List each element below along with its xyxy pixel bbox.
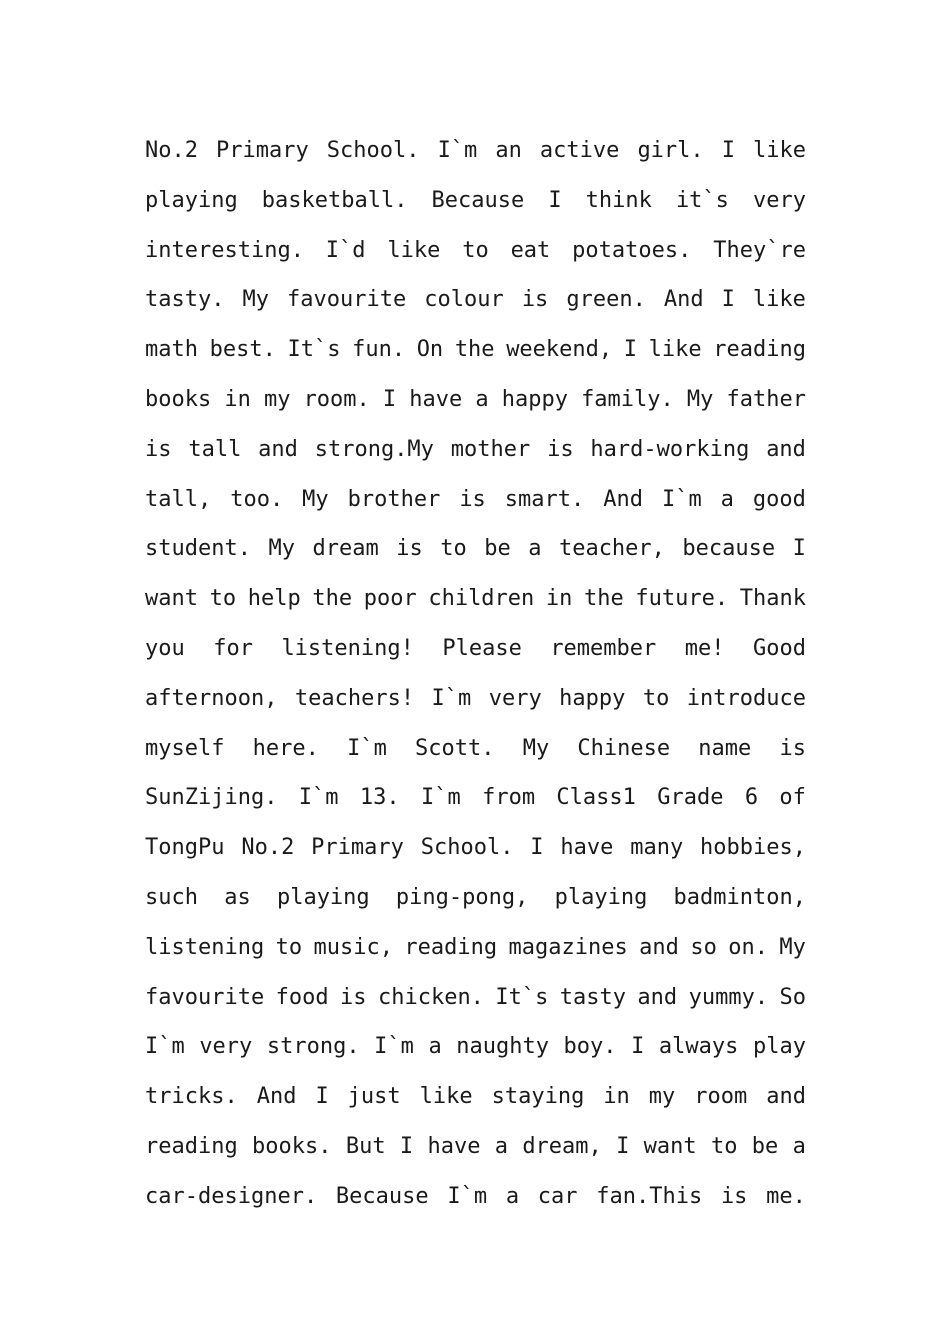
word: My [268, 536, 295, 562]
word: just [347, 1084, 401, 1110]
word: listening [145, 934, 265, 960]
word: colour [424, 287, 504, 313]
word: chicken. [377, 984, 484, 1010]
word: a [792, 1133, 806, 1159]
word: afternoon, [145, 685, 278, 711]
word: brother [347, 486, 441, 512]
word: poor [363, 586, 417, 612]
word: naughty [456, 1034, 549, 1060]
word: in [603, 1084, 630, 1110]
word: because [682, 536, 776, 562]
text-line [145, 226, 806, 276]
word: I [399, 1133, 414, 1159]
word: But [345, 1133, 386, 1159]
word: I`m [447, 1183, 488, 1209]
word: And [663, 287, 704, 313]
word: I [721, 138, 735, 163]
word: is [521, 287, 549, 313]
word: TongPu [145, 835, 225, 861]
word: good [752, 486, 806, 512]
word: very [488, 685, 542, 711]
word: Primary [216, 138, 309, 163]
word: And [256, 1084, 297, 1110]
word: like [753, 138, 806, 163]
word: have [427, 1133, 481, 1159]
word: My [686, 386, 714, 412]
word: the [312, 586, 353, 612]
word: be [484, 536, 511, 562]
word: and [258, 436, 298, 462]
word: of [779, 785, 806, 811]
text-line [145, 375, 806, 425]
text-line [145, 773, 806, 823]
word: reading [145, 1133, 238, 1159]
word: and [766, 436, 806, 462]
word: children [428, 586, 535, 612]
word: I`m [298, 785, 339, 811]
word: help [247, 586, 301, 612]
word: listening! [281, 635, 414, 661]
word: My [302, 486, 329, 512]
text-line [145, 176, 806, 226]
word: me! [684, 635, 725, 661]
word: I [721, 287, 735, 313]
word: It`s [495, 984, 549, 1010]
word: ping-pong, [395, 884, 529, 910]
word: and [639, 934, 679, 960]
word: want [643, 1133, 697, 1159]
word: hard-working [590, 436, 750, 462]
word: is [720, 1183, 748, 1209]
word: so [690, 934, 717, 960]
text-line [145, 1072, 806, 1122]
word: a [720, 486, 734, 512]
text-line [145, 724, 806, 774]
word: be [751, 1133, 779, 1159]
word: My [522, 735, 550, 761]
word: is [547, 436, 574, 462]
word: School. [420, 835, 514, 861]
word: books. [252, 1133, 332, 1159]
word: teachers! [294, 685, 415, 711]
word: potatoes. [572, 237, 692, 263]
word: to [642, 685, 670, 711]
word: Chinese [577, 735, 671, 761]
word: happy [559, 685, 626, 711]
text-line [145, 973, 806, 1023]
word: from [482, 785, 536, 811]
word: I`d [325, 237, 366, 263]
word: like [387, 237, 441, 263]
word: playing [554, 884, 648, 910]
word: like [648, 337, 702, 363]
word: many [630, 835, 684, 861]
word: music, [313, 934, 394, 960]
word: fan.This [596, 1183, 703, 1209]
text-line [145, 126, 806, 176]
word: room [694, 1084, 748, 1110]
word: weekend, [506, 337, 613, 363]
word: playing [276, 884, 370, 910]
word: dream [312, 536, 379, 562]
word: very [199, 1034, 253, 1060]
word: to [710, 1133, 738, 1159]
word: Thank [739, 586, 806, 612]
word: math [145, 337, 198, 363]
word: family. [581, 386, 674, 412]
word: I`m [420, 785, 461, 811]
text-line [145, 1022, 806, 1072]
word: active [539, 138, 620, 163]
word: student. [145, 536, 251, 562]
word: green. [566, 287, 646, 313]
word: strong. [266, 1034, 360, 1060]
word: Good [752, 635, 806, 661]
word: myself [145, 735, 225, 761]
word: I [315, 1084, 329, 1110]
word: staying [491, 1084, 585, 1110]
word: Please [442, 635, 522, 661]
text-line [145, 1122, 806, 1172]
word: a [475, 386, 489, 412]
word: School. [326, 138, 420, 163]
word: I`m [661, 486, 702, 512]
word: is [459, 486, 486, 512]
word: I [530, 835, 544, 861]
word: to [209, 586, 237, 612]
word: introduce [686, 685, 806, 711]
word: my [648, 1084, 676, 1110]
word: Grade [657, 785, 724, 811]
word: SunZijing. [145, 785, 278, 811]
text-line [145, 1172, 806, 1222]
word: room. [303, 386, 370, 412]
word: books [145, 386, 212, 412]
word: is [779, 735, 806, 761]
word: strong.My [314, 436, 434, 462]
word: I [382, 386, 397, 412]
word: me. [766, 1183, 806, 1209]
word: eat [510, 237, 551, 263]
word: interesting. [145, 237, 304, 263]
word: I`m [374, 1034, 414, 1060]
word: like [419, 1084, 473, 1110]
word: future. [635, 586, 729, 612]
word: have [560, 835, 614, 861]
word: for [213, 635, 253, 661]
word: want [145, 586, 198, 612]
word: I`m [145, 1034, 185, 1060]
word: It`s [287, 337, 341, 363]
word: you [145, 635, 185, 661]
word: Because [335, 1183, 429, 1209]
word: They`re [713, 237, 806, 263]
word: it`s [675, 187, 729, 213]
word: playing [145, 187, 238, 213]
word: as [224, 884, 251, 910]
word: magazines [508, 934, 628, 960]
word: reading [713, 337, 806, 363]
word: badminton, [673, 884, 806, 910]
word: I`m [437, 138, 478, 163]
word: fun. [352, 337, 406, 363]
word: very [752, 187, 806, 213]
word: car-designer. [145, 1183, 318, 1209]
word: teacher, [558, 536, 665, 562]
word: to [440, 536, 467, 562]
word: And [603, 486, 643, 512]
word: is [340, 984, 367, 1010]
word: car [537, 1183, 578, 1209]
word: My [779, 934, 806, 960]
word: a [428, 1034, 442, 1060]
word: to [275, 934, 303, 960]
word: I [792, 536, 806, 562]
text-line [145, 524, 806, 574]
text-line [145, 325, 806, 375]
word: too. [230, 486, 284, 512]
word: play [752, 1034, 806, 1060]
word: I [623, 337, 638, 363]
word: in [545, 586, 573, 612]
word: my [263, 386, 291, 412]
text-line [145, 823, 806, 873]
word: is [145, 436, 172, 462]
word: tasty [559, 984, 626, 1010]
word: No.2 [241, 835, 295, 861]
word: a [505, 1183, 520, 1209]
text-line [145, 475, 806, 525]
word: tall, [145, 486, 212, 512]
word: an [495, 138, 522, 163]
word: So [779, 984, 806, 1010]
word: On [416, 337, 444, 363]
word: Primary [311, 835, 404, 861]
word: girl. [637, 138, 704, 163]
word: boy. [563, 1034, 617, 1060]
word: 13. [359, 785, 400, 811]
word: always [658, 1034, 739, 1060]
word: tricks. [145, 1084, 238, 1110]
word: tasty. [145, 287, 225, 313]
word: smart. [504, 486, 585, 512]
text-line [145, 574, 806, 624]
text-line [145, 873, 806, 923]
word: reading [404, 934, 498, 960]
word: to [462, 237, 489, 263]
word: here. [252, 735, 319, 761]
word: Scott. [415, 735, 495, 761]
word: dream, [522, 1133, 602, 1159]
word: Class1 [556, 785, 636, 811]
word: remember [550, 635, 657, 661]
text-line [145, 923, 806, 973]
word: I`m [431, 685, 472, 711]
word: the [454, 337, 495, 363]
word: and [766, 1084, 806, 1110]
text-line [145, 425, 806, 475]
word: the [584, 586, 624, 612]
text-line [145, 674, 806, 724]
word: think [585, 187, 652, 213]
word: hobbies, [700, 835, 806, 861]
text-line [145, 275, 806, 325]
word: No.2 [145, 138, 198, 163]
word: I`m [347, 735, 387, 761]
word: tall [188, 436, 242, 462]
word: such [145, 884, 198, 910]
word: mother [450, 436, 531, 462]
word: Because [431, 187, 525, 213]
word: on. [728, 934, 768, 960]
word: 6 [744, 785, 759, 811]
word: like [752, 287, 806, 313]
word: food [275, 984, 329, 1010]
word: is [396, 536, 423, 562]
word: I [616, 1133, 630, 1159]
word: My [242, 287, 270, 313]
word: favourite [145, 984, 265, 1010]
word: father [726, 386, 806, 412]
word: best. [209, 337, 276, 363]
text-line [145, 624, 806, 674]
word: happy [501, 386, 568, 412]
word: favourite [287, 287, 407, 313]
word: I [548, 187, 562, 213]
word: a [528, 536, 542, 562]
word: a [494, 1133, 508, 1159]
word: yummy. [688, 984, 769, 1010]
word: have [409, 386, 463, 412]
word: in [224, 386, 251, 412]
word: and [637, 984, 678, 1010]
word: I [631, 1034, 645, 1060]
word: basketball. [261, 187, 408, 213]
body-text [145, 126, 806, 1222]
word: name [698, 735, 752, 761]
